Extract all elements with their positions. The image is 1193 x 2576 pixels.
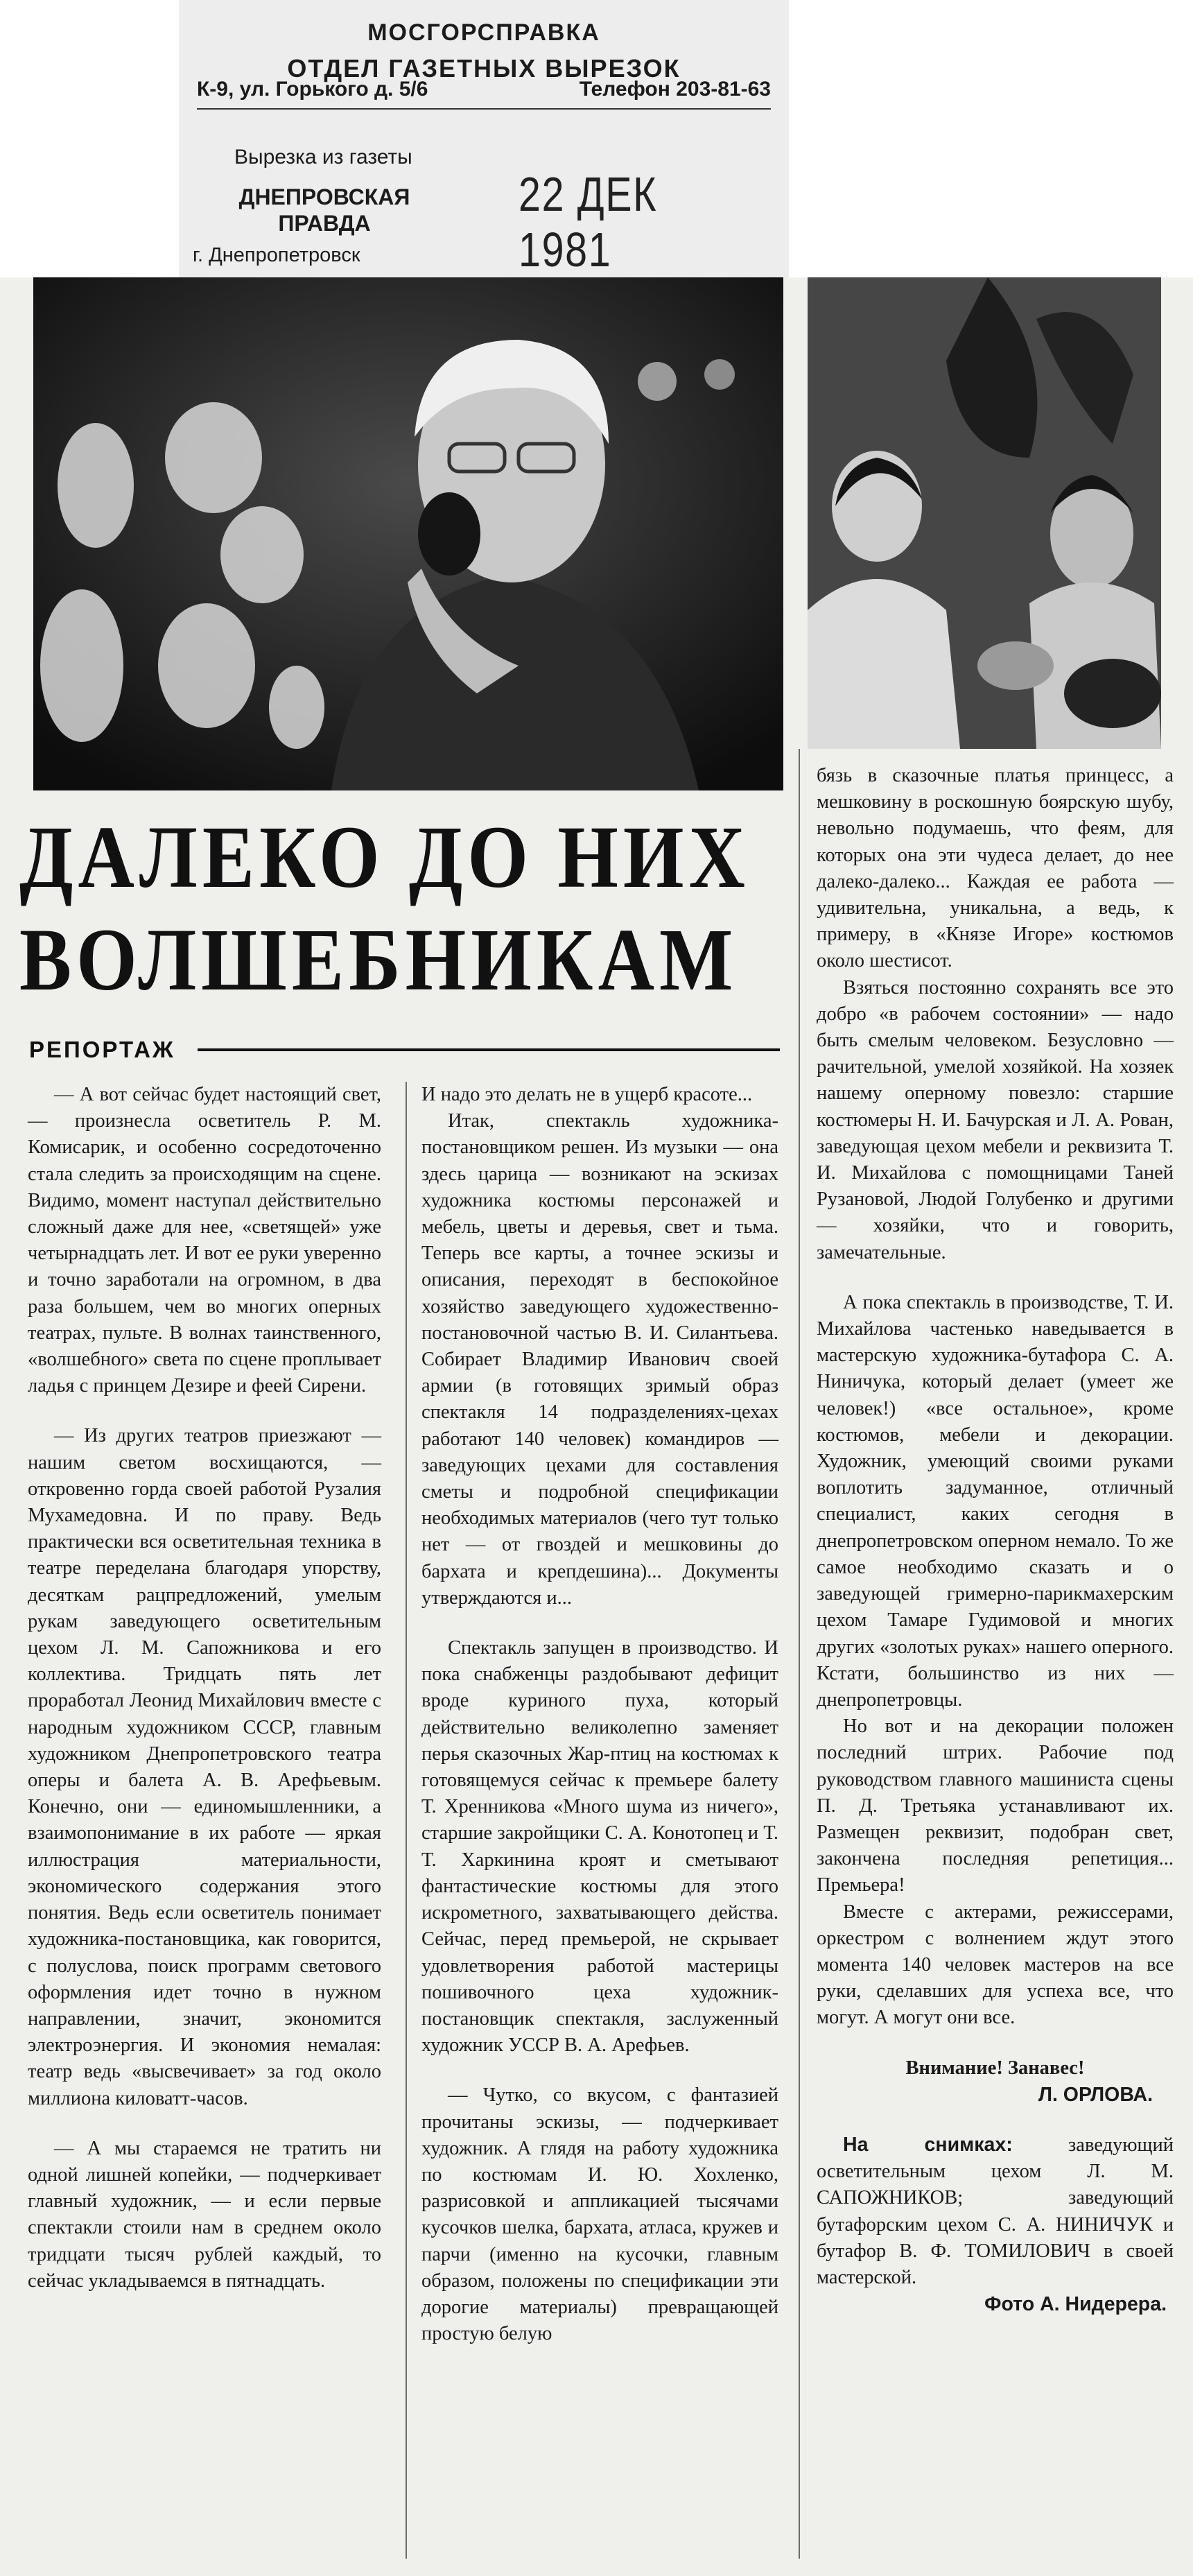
article-column-1 bbox=[28, 1082, 381, 2294]
stamp-newspaper: ДНЕПРОВСКАЯ ПРАВДА bbox=[238, 184, 410, 236]
article-headline-line1: ДАЛЕКО ДО НИХ bbox=[19, 808, 750, 906]
paragraph: Спектакль запущен в производство. И пока снабженцы раздобывают дефицит вроде куриного пуха, который действительно великолепно заменяет перья сказочных Жар-птиц на костюмах к готовящемуся сейчас к премьере балету Т. Хренникова «Много шума из ничего», старшие закройщики С. А. Конотопец и Т. Т. Харкинина кроят и сметывают фантастические костюмы для этого искрометного, захватывающего действа. Сейчас, перед премьерой, не скрывает удовлетворения работой мастерицы пошивочного цеха художник-постановщик спектакля, заслуженный художник УССР В. А. Арефьев. bbox=[421, 1637, 778, 2057]
stamp-rule bbox=[197, 108, 771, 110]
paragraph: Вместе с актерами, режиссерами, оркестром с волнением ждут этого момента 140 человек мастеров на все руки, сделавших для успеха все, что могут. А могут они все. bbox=[817, 1901, 1174, 2029]
paragraph: бязь в сказочные платья принцесс, а мешковину в роскошную боярскую шубу, невольно подумаешь, что феям, для которых она эти чудеса делает, до нее далеко-далеко... Каждая ее работа — удивительна, уникальна, а ведь, к примеру, в «Князе Игоре» костюмов около шестисот. bbox=[817, 765, 1174, 972]
workshop-image bbox=[808, 277, 1161, 749]
stamp-city: г. Днепропетровск bbox=[193, 244, 360, 266]
paragraph: Взяться постоянно сохранять все это добро «в рабочем состоянии» — надо быть смелым человеком. Безусловно — рачительной, умелой хозяйкой. На хозяек нашему оперному повезло: старшие костюмеры Н. И. Бачурская и Л. А. Рован, заведующая цехом мебели и реквизита Т. И. Михайлова с помощницами Таней Рузановой, Людой Голубенко и другими — хозяйки, что и говорить, замечательные. bbox=[817, 976, 1174, 1263]
paragraph: — А мы стараемся не тратить ни одной лишней копейки, — подчеркивает главный художник, — и если первые спектакли стоили нам в среднем около тридцати тысяч рублей каждый, то сейчас укладываемся в пятнадцать. bbox=[28, 2137, 381, 2292]
article-column-2 bbox=[421, 1082, 778, 2347]
photo-credit: Фото А. Нидерера. bbox=[984, 2293, 1167, 2316]
author-signature: Л. ОРЛОВА. bbox=[1038, 2083, 1153, 2106]
photo-caption bbox=[817, 2132, 1174, 2291]
photo-lighting-chief bbox=[33, 277, 783, 790]
paragraph: Но вот и на декорации положен последний штрих. Рабочие под руководством главного машиниста сцены П. Д. Третьяка устанавливают их. Размещен реквизит, подобран свет, закончена последняя репетиция... Премьера! bbox=[817, 1715, 1174, 1896]
paragraph: — А вот сейчас будет настоящий свет, — произнесла осветитель Р. М. Комисарик, и особенно сосредоточенно стала следить за происходящим на сцене. Видимо, момент наступал действительно сложный даже для нее, «светящей» уже четырнадцать лет. И вот ее руки уверенно и точно заработали на огромном, в два раза большем, чем во многих оперных театрах, пульте. В волнах таинственного, «волшебного» света по сцене проплывает ладья с принцем Дезире и феей Сирени. bbox=[28, 1084, 381, 1397]
paragraph: Итак, спектакль художника-постановщиком решен. Из музыки — она здесь царица — возникают на эскизах художника костюмы персонажей и мебель, цветы и деревья, свет и тьма. Теперь все карты, а точнее эскизы и описания, переходят в беспокойное хозяйство заведующего художественно-постановочной частью В. И. Силантьева. Собирает Владимир Иванович своей армии (в готовящих зримый образ спектакля 14 подразделениях-цехах работают 140 человек) командиров — заведующих цехами для составления сметы и подробной спецификации необходимых материалов (чего тут только нет — от гвоздей и мешковины до бархата и крепдешина)... Документы утверждаются и... bbox=[421, 1110, 778, 1609]
column-divider bbox=[406, 1082, 407, 2559]
stamp-org: МОСГОРСПРАВКА bbox=[367, 19, 600, 46]
stamp-date: 22 ДЕК 1981 bbox=[519, 167, 658, 277]
caption-text: заведующий осветительным цехом Л. М. САПОЖНИКОВ; заведующий бутафорским цехом С. А. НИНИЧУК и бутафор В. Ф. ТОМИЛОВИЧ в своей мастерской. bbox=[817, 2134, 1174, 2288]
article-headline-line2: ВОЛШЕБНИКАМ bbox=[19, 910, 738, 1009]
portrait-image bbox=[33, 277, 783, 790]
clipping-stamp bbox=[179, 0, 789, 277]
rubric-rule bbox=[198, 1048, 780, 1051]
stamp-phone: Телефон 203-81-63 bbox=[579, 78, 771, 101]
photo-workshop bbox=[808, 277, 1161, 749]
stamp-address: К-9, ул. Горького д. 5/6 bbox=[197, 78, 428, 101]
stamp-source-label: Вырезка из газеты bbox=[234, 146, 412, 168]
caption-lead: На снимках: bbox=[843, 2133, 1013, 2156]
paragraph: И надо это делать не в ущерб красоте... bbox=[421, 1084, 753, 1105]
article-column-3 bbox=[817, 763, 1174, 2317]
closing-line: Внимание! Занавес! bbox=[905, 2057, 1085, 2079]
rubric-label: РЕПОРТАЖ bbox=[29, 1037, 175, 1062]
paragraph: — Из других театров приезжают — нашим светом восхищаются, — откровенно горда своей работой Рузалия Мухамедовна. И по праву. Ведь практически вся осветительная техника в театре переделана благодаря упорству, десяткам рацпредложений, умелым рукам заведующего осветительным цехом Л. М. Сапожникова и его коллектива. Тридцать пять лет проработал Леонид Михайлович вместе с народным художником СССР, главным художником Днепропетровского театра оперы и балета А. В. Арефьевым. Конечно, они — единомышленники, а взаимопонимание в их работе — яркая иллюстрация материальности, экономического содержания этого понятия. Ведь если осветитель понимает художника-постановщика, как говорится, с полуслова, поиск программ светового оформления идет точно в нужном направлении, значит, экономится электроэнергия. И экономия немалая: театр ведь «высвечивает» за год около миллиона киловатт-часов. bbox=[28, 1425, 381, 2109]
paragraph: — Чутко, со вкусом, с фантазией прочитаны эскизы, — подчеркивает художник. А глядя на работу художника по костюмам И. Ю. Хохленко, разрисовкой и аппликацией тысячами кусочков шелка, бархата, атласа, кружев и парчи (именно на кусочки, главным образом, положены по спецификации эти дорогие материалы) превращающей простую белую bbox=[421, 2084, 778, 2345]
column-divider bbox=[799, 749, 800, 2559]
stamp-dept: ОТДЕЛ ГАЗЕТНЫХ ВЫРЕЗОК bbox=[287, 54, 681, 83]
paragraph: А пока спектакль в производстве, Т. И. Михайлова частенько наведывается в мастерскую художника-бутафора С. А. Ниничука, который делает (умеет же человек!) «все остальное», кроме костюмов, мебели и декорации. Художник, умеющий своими руками воплотить задуманное, отличный специалист, каких сегодня в днепропетровском оперном немало. То же самое необходимо сказать и о заведующей гримерно-парикмахерским цехом Тамаре Гудимовой и многих других «золотых руках» нашего оперного. Кстати, большинство из них — днепропетровцы. bbox=[817, 1291, 1174, 1711]
